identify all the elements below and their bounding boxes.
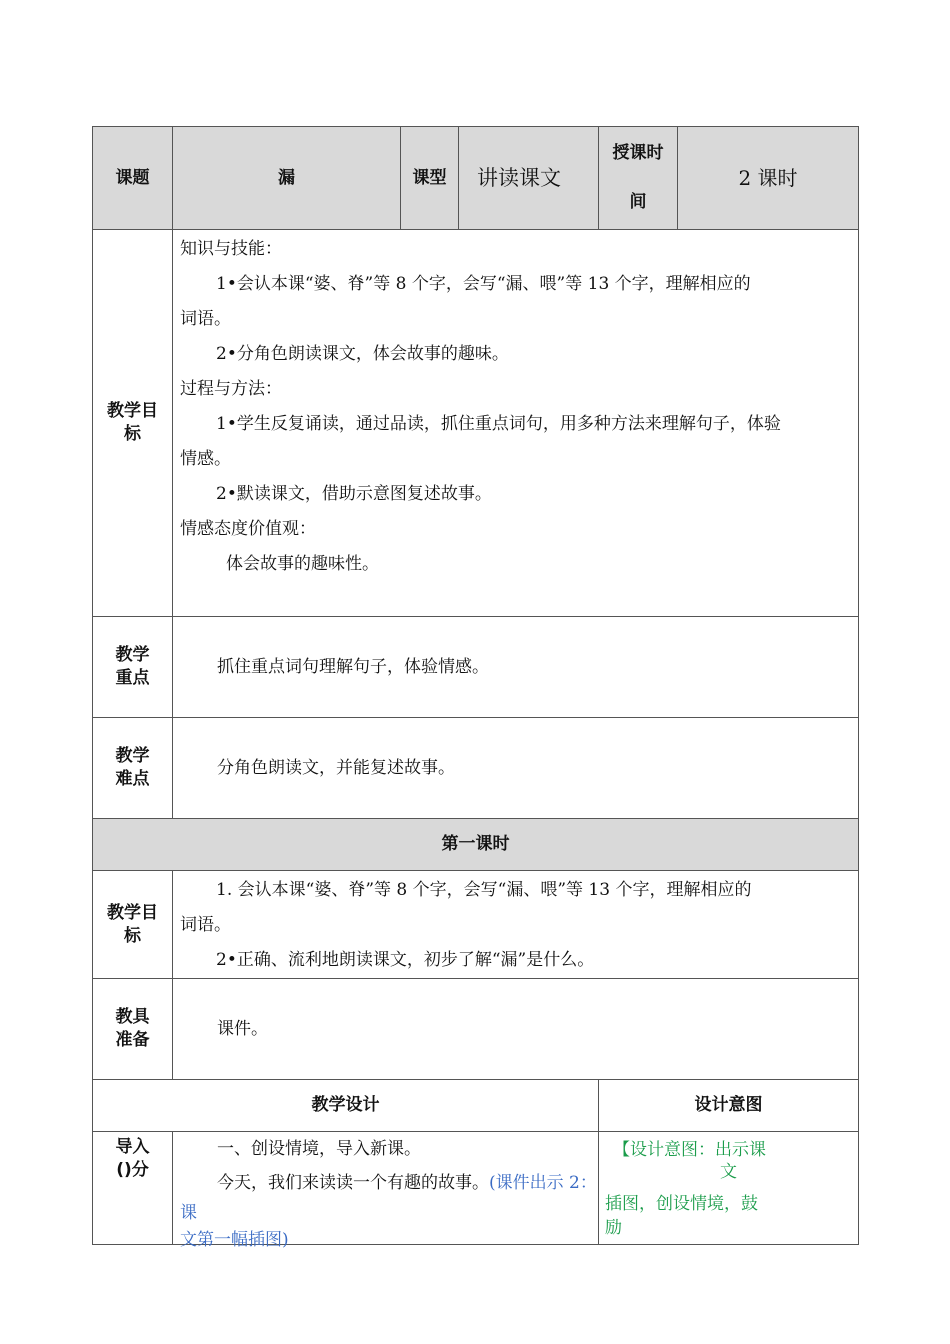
tools-row <box>93 979 859 1080</box>
lesson-objective-line: 2•正确、流利地朗读课文，初步了解“漏”是什么。 <box>216 950 595 970</box>
intro-row <box>93 1132 859 1245</box>
objective-line: 2•默读课文，借助示意图复述故事。 <box>216 484 492 504</box>
intent-line-2: 文 <box>720 1162 737 1182</box>
objective-line: 知识与技能： <box>180 239 282 259</box>
time-value: 2 课时 <box>678 127 859 230</box>
difficulties-row <box>93 718 859 819</box>
type-label: 课型 <box>401 127 459 230</box>
difficulties-label: 教学难点 <box>93 718 173 819</box>
lesson-plan-table <box>92 126 859 1250</box>
design-header-row <box>93 1080 859 1132</box>
objective-line: 体会故事的趣味性。 <box>226 554 379 574</box>
intro-content <box>173 1132 599 1250</box>
difficulties-text: 分角色朗读文，并能复述故事。 <box>173 718 859 819</box>
lesson-title-row <box>93 819 859 871</box>
lesson-objective-line: 词语。 <box>180 915 231 935</box>
intro-line-2 <box>173 1166 598 1200</box>
objective-line: 过程与方法： <box>180 379 282 399</box>
key-points-text: 抓住重点词句理解句子，体验情感。 <box>173 617 859 718</box>
objectives-row <box>93 230 859 617</box>
objective-line: 2•分角色朗读课文，体会故事的趣味。 <box>216 344 509 364</box>
lesson-objectives-label: 教学目标 <box>93 871 173 979</box>
design-label: 教学设计 <box>93 1080 599 1132</box>
key-points-row <box>93 617 859 718</box>
tools-label: 教具准备 <box>93 979 173 1080</box>
objectives-label: 教学目标 <box>93 230 173 617</box>
key-points-label: 教学重点 <box>93 617 173 718</box>
intro-note-3: 文第一幅插图) <box>180 1230 289 1250</box>
intent-content <box>599 1132 859 1245</box>
intent-label: 设计意图 <box>599 1080 859 1132</box>
intro-note-2: 课 <box>180 1203 197 1223</box>
lesson-title: 第一课时 <box>93 819 859 871</box>
lesson-objectives-row <box>93 871 859 979</box>
tools-text: 课件。 <box>173 979 859 1080</box>
objective-line: 情感。 <box>180 449 231 469</box>
header-row <box>93 127 859 230</box>
intent-line-1: 【设计意图：出示课 <box>613 1140 766 1160</box>
intent-line-4: 励 <box>605 1218 622 1238</box>
intro-sub: ()分 <box>116 1159 149 1180</box>
topic-value: 漏 <box>173 127 401 230</box>
intro-label-cell <box>93 1132 173 1245</box>
lesson-objective-line: 1. 会认本课“婆、脊”等 8 个字，会写“漏、喂”等 13 个字，理解相应的 <box>216 880 752 900</box>
topic-label: 课题 <box>93 127 173 230</box>
type-value: 讲读课文 <box>459 127 599 230</box>
objective-line: 情感态度价值观： <box>180 519 316 539</box>
objective-line: 1•学生反复诵读，通过品读，抓住重点词句，用多种方法来理解句子，体验 <box>216 414 781 434</box>
intro-note: (课件出示 2： <box>489 1173 597 1193</box>
intro-line: 一、创设情境，导入新课。 <box>217 1139 421 1159</box>
objective-line: 词语。 <box>180 309 231 329</box>
intro-line-text: 今天，我们来读读一个有趣的故事。 <box>217 1173 489 1193</box>
intro-label: 导入 <box>115 1137 150 1157</box>
intent-line-3: 插图，创设情境，鼓 <box>605 1194 758 1214</box>
time-label: 授课时间 <box>599 127 678 230</box>
objective-line: 1•会认本课“婆、脊”等 8 个字，会写“漏、喂”等 13 个字，理解相应的 <box>216 274 751 294</box>
objectives-content <box>173 230 859 617</box>
lesson-objectives-content <box>173 871 859 979</box>
